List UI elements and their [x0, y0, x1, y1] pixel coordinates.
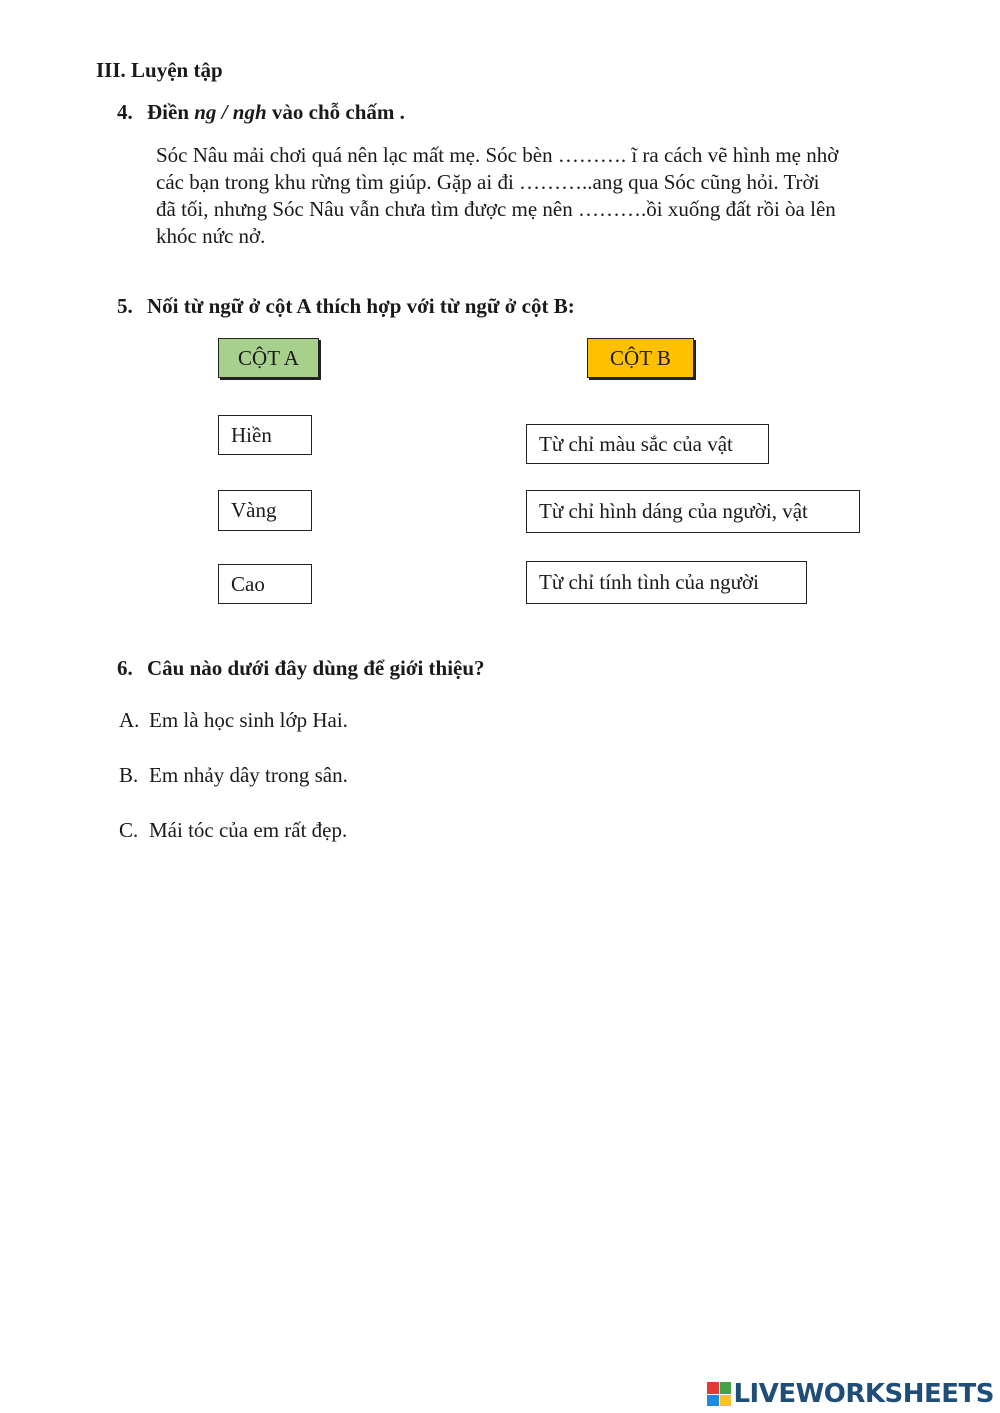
section-title: III. Luyện tập	[96, 58, 223, 82]
column-b-item-color[interactable]: Từ chỉ màu sắc của vật	[526, 424, 769, 464]
question-6-number: 6.	[117, 656, 133, 680]
question-4-title-post: vào chỗ chấm .	[271, 100, 405, 124]
paragraph-line: đã tối, nhưng Sóc Nâu vẫn chưa tìm được mẹ nên ……….ồi xuống đất rồi òa lên	[156, 197, 836, 221]
liveworksheets-logo-text: LIVEWORKSHEETS	[733, 1379, 994, 1409]
option-b[interactable]	[119, 763, 348, 788]
column-b-item-personality[interactable]: Từ chỉ tính tình của người	[526, 561, 807, 604]
question-6-title-text: Câu nào dưới đây dùng để giới thiệu?	[147, 656, 485, 680]
question-4-title-italic: ng / ngh	[194, 100, 267, 124]
column-a-item-cao[interactable]: Cao	[218, 564, 312, 604]
option-a-letter: A.	[119, 708, 140, 732]
question-5-title	[117, 294, 575, 319]
option-c-text: Mái tóc của em rất đẹp.	[149, 818, 348, 842]
option-b-text: Em nhảy dây trong sân.	[149, 763, 348, 787]
column-b-header: CỘT B	[587, 338, 694, 378]
column-a-item-hien[interactable]: Hiền	[218, 415, 312, 455]
question-5-number: 5.	[117, 294, 133, 318]
question-4-number: 4.	[117, 100, 133, 124]
question-4-title	[117, 100, 405, 125]
logo-square	[720, 1382, 732, 1394]
liveworksheets-logo	[707, 1379, 994, 1409]
question-6-title	[117, 656, 485, 681]
option-c[interactable]	[119, 818, 347, 843]
logo-square	[707, 1382, 719, 1394]
option-a[interactable]	[119, 708, 348, 733]
option-c-letter: C.	[119, 818, 139, 842]
liveworksheets-logo-icon	[707, 1382, 731, 1406]
logo-square	[720, 1395, 732, 1407]
question-5-title-text: Nối từ ngữ ở cột A thích hợp với từ ngữ ở cột B:	[147, 294, 575, 318]
paragraph-line: các bạn trong khu rừng tìm giúp. Gặp ai đi ………..ang qua Sóc cũng hỏi. Trời	[156, 170, 820, 194]
logo-square	[707, 1395, 719, 1407]
paragraph-line: Sóc Nâu mải chơi quá nên lạc mất mẹ. Sóc bèn ………. ĩ ra cách vẽ hình mẹ nhờ	[156, 143, 839, 167]
option-b-letter: B.	[119, 763, 139, 787]
column-b-item-shape[interactable]: Từ chỉ hình dáng của người, vật	[526, 490, 860, 533]
column-a-item-vang[interactable]: Vàng	[218, 490, 312, 531]
question-4-paragraph	[156, 142, 936, 250]
column-a-header: CỘT A	[218, 338, 319, 378]
paragraph-line: khóc nức nở.	[156, 224, 266, 248]
option-a-text: Em là học sinh lớp Hai.	[149, 708, 348, 732]
question-4-title-pre: Điền	[147, 100, 189, 124]
